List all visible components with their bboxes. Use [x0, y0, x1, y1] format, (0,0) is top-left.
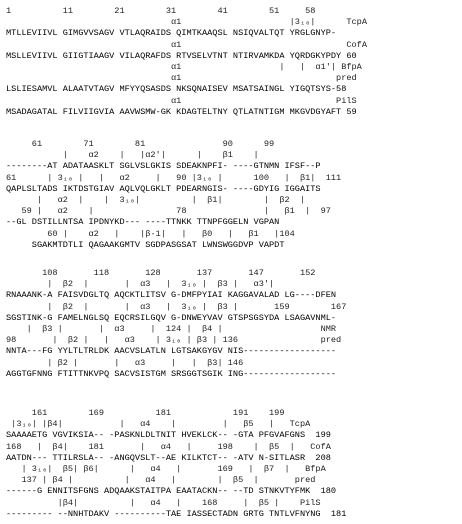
secondary-structure-line: |3₁₀| |β4| | α4 | | β5 | TcpA: [6, 419, 311, 430]
secondary-structure-line: | β3 | | α3 | 124 | β4 | NMR: [6, 323, 337, 334]
secondary-structure-line: | α2 | |α2'| | β1 |: [6, 150, 259, 161]
alignment-block-4: [6, 408, 458, 520]
residue-number-line: 1 11 21 31 41 51 58: [6, 6, 316, 16]
secondary-structure-line: |β4| | α4 | 168 | β5 | PilS: [6, 497, 321, 508]
secondary-structure-line: 98 | β2 | | α3 | 3₁₀ | β3 | 136 pred: [6, 335, 342, 346]
secondary-structure-line: | α2 | | 3₁₀| | β1| | β2 |: [6, 194, 306, 205]
sequence-line: --------AT ADATAASKLT SGLVSLGKIS SDEAKNPFI- ----GTNMN IFSF--P: [6, 161, 321, 172]
secondary-structure-line: α1 PilS: [6, 95, 357, 106]
sequence-line: SGAKMTDTLI QAGAAKGMTV SGDPASGSAT LWNSWGGDVP VAPDT: [6, 239, 285, 250]
sequence-line: LSLIESAMVL ALAATVTAGV MFYYQSASDS NKSQNAISEV MSATSAINGL YIGQTSYS-58: [6, 84, 347, 95]
alignment-block-3: [6, 268, 458, 380]
sequence-line: AATDN--- TTILRSLA-- -ANGQVSLT--AE KILKTCT-- -ATV N-SITLASR 208: [6, 452, 331, 463]
alignment-block-2: [6, 139, 458, 251]
secondary-structure-line: 168 | β4| 181 | α4 | 198 | β5 | CofA: [6, 441, 331, 452]
sequence-line: MSLLEVIIVL GIIGTIAAGV VILAQRAFDS RTVSELVTNT NTIRVAMKDA YQRDGKYPDY 60: [6, 50, 357, 61]
alignment-block-1: [6, 6, 458, 118]
sequence-line: NNTA---FG YYLTLTRLDK AACVSLATLN LGTSAKGYGV NIS------------------: [6, 346, 337, 357]
secondary-structure-line: 60 | α2 | |β-1| | β0 | β1 |104: [6, 228, 295, 239]
residue-number-line: 61 71 81 90 99: [6, 139, 275, 149]
secondary-structure-line: 61 | 3₁₀ | | α2 | 90 |3₁₀ | 100 | β1| 111: [6, 172, 342, 183]
secondary-structure-line: | β2 | | α3 | 3₁₀ | β3 | α3'|: [6, 279, 275, 290]
secondary-structure-line: | β2 | | α3 | 3₁₀ | β3 | 159 167: [6, 301, 347, 312]
sequence-line: SGSTINK-G FAMELNGLSQ EQCRSILGQV G-DNWEYVAV GTSPSGSYDA LSAGAVNML-: [6, 312, 337, 323]
secondary-structure-line: α1 CofA: [6, 39, 367, 50]
residue-number-line: 161 169 181 191 199: [6, 408, 285, 418]
sequence-line: RNAAANK-A FAISVDGLTQ AQCKTLITSV G-DMFPYIAI KAGGAVALAD LG----DFEN: [6, 290, 337, 301]
sequence-line: ------G ENNITSFGNS ADQAAKSTAITPA EAATACKN-- --TD STNKVTYFMK 180: [6, 486, 337, 497]
sequence-line: --------- --NNHTDAKV ----------TAE IASSECTADN GRTG TNTLVFNYNG 181: [6, 508, 347, 519]
secondary-structure-line: 137 | β4 | | α4 | | β5 | pred: [6, 475, 316, 486]
sequence-line: MTLLEVIIVL GIMGVVSAGV VTLAQRAIDS QIMTKAAQSL NSIQVALTQT YRGLGNYP-: [6, 28, 337, 39]
residue-number-line: 108 118 128 137 147 152: [6, 268, 316, 278]
sequence-line: QAPLSLTADS IKTDSTGIAV AQLVQLGKLT PDEARNGIS- ----GDYIG IGGAITS: [6, 183, 321, 194]
sequence-line: SAAAAETG VGVIKSIA-- -PASKNLDLTNIT HVEKLCK-- -GTA PFGVAFGNS 199: [6, 430, 331, 441]
secondary-structure-line: α1 |3₁₀| TcpA: [6, 17, 367, 28]
secondary-structure-line: 59 | α2 | 78 | β1 | 97: [6, 206, 331, 217]
secondary-structure-line: α1 pred: [6, 73, 357, 84]
secondary-structure-line: α1 | | α1'| BfpA: [6, 61, 362, 72]
sequence-line: MSADAGATAL FILVIIGVIA AAVWSMW-GK KDAGTELTNY QTLATNTIGM MKGVDGYAFT 59: [6, 106, 357, 117]
secondary-structure-line: | 3₁₀| β5| β6| | α4 | 169 | β7 | BfpA: [6, 463, 326, 474]
secondary-structure-line: | β2 | | α3 | | β3| 146: [6, 357, 244, 368]
sequence-line: AGGTGFNNG FTITTNKVPQ SACVSISTGM SRSGGTSGIK ING------------------: [6, 368, 337, 379]
sequence-line: --GL DSTILLNTSA IPDNYKD--- ----TTNKK TTNPFGGELN VGPAN: [6, 217, 280, 228]
